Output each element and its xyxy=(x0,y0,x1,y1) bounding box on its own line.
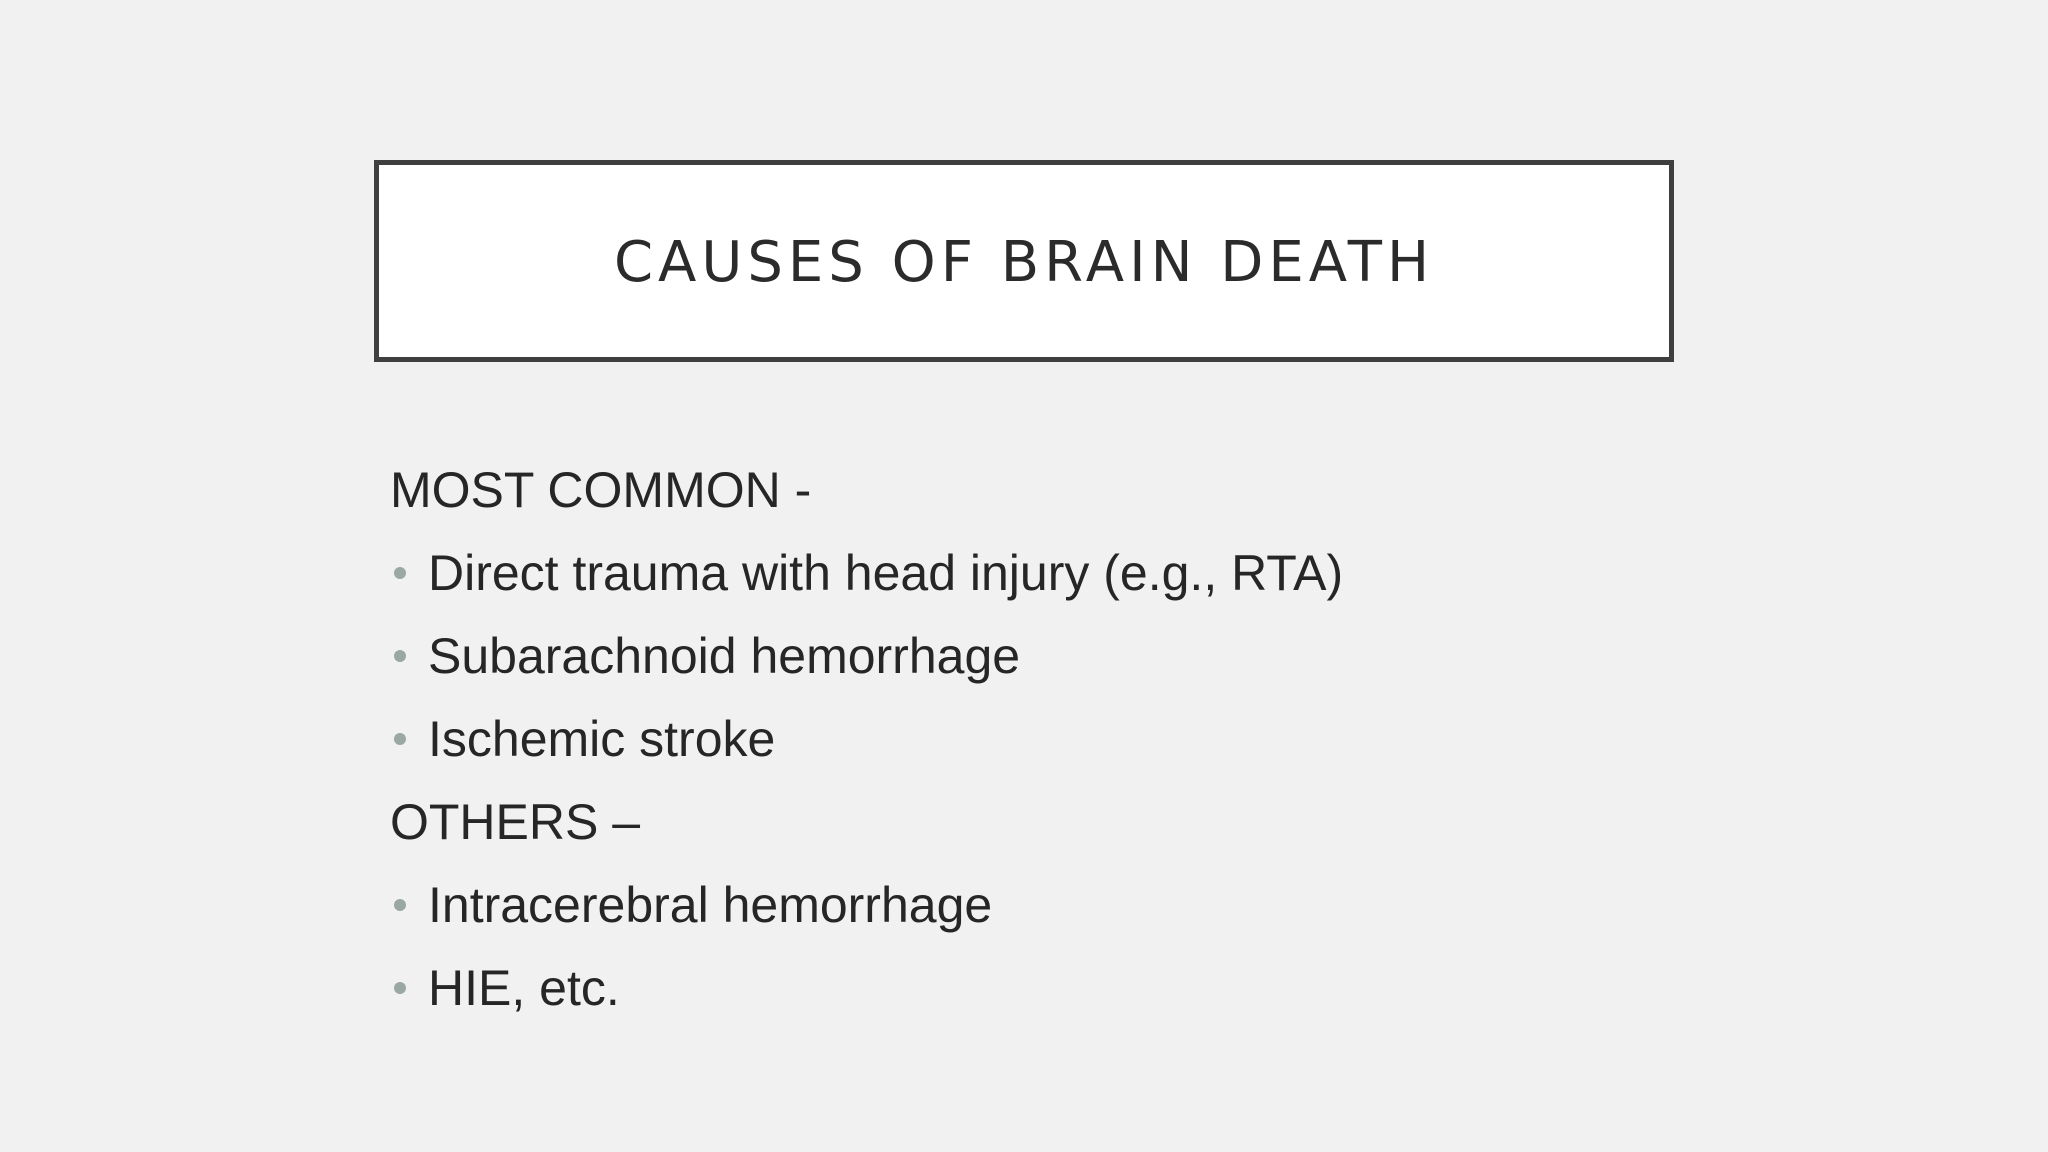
section-heading-others xyxy=(390,780,1690,863)
title-box xyxy=(374,160,1674,362)
bullet-icon xyxy=(390,729,410,749)
list-item xyxy=(390,697,1690,780)
bullet-icon xyxy=(390,978,410,998)
list-item xyxy=(390,863,1690,946)
section-heading-text: OTHERS – xyxy=(390,793,641,850)
list-item xyxy=(390,614,1690,697)
list-item xyxy=(390,531,1690,614)
bullet-icon xyxy=(390,563,410,583)
slide-title: CAUSES OF BRAIN DEATH xyxy=(613,229,1435,295)
list-item-text: Direct trauma with head injury (e.g., RTA) xyxy=(428,544,1344,601)
list-item-text: HIE, etc. xyxy=(428,959,620,1016)
list-item-text: Ischemic stroke xyxy=(428,710,776,767)
slide-content xyxy=(390,448,1690,1029)
section-heading-most-common xyxy=(390,448,1690,531)
bullet-icon xyxy=(390,895,410,915)
bullet-icon xyxy=(390,646,410,666)
list-item xyxy=(390,946,1690,1029)
list-item-text: Intracerebral hemorrhage xyxy=(428,876,993,933)
list-item-text: Subarachnoid hemorrhage xyxy=(428,627,1021,684)
section-heading-text: MOST COMMON - xyxy=(390,461,812,518)
